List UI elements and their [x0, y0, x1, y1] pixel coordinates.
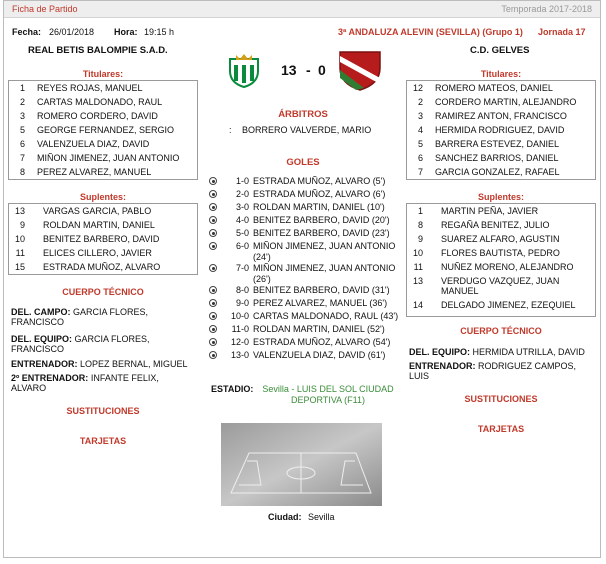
player-name: BARRERA ESTEVEZ, DANIEL	[435, 139, 560, 149]
roster-row	[407, 95, 595, 109]
stadium-label: ESTADIO:	[211, 384, 254, 394]
home-staff-4	[11, 373, 181, 393]
player-number: 15	[14, 262, 25, 272]
goal-row	[209, 228, 405, 241]
referees-heading: ÁRBITROS	[278, 109, 328, 120]
away-team-name: C.D. GELVES	[470, 45, 530, 56]
player-number: 2	[417, 97, 423, 107]
roster-row	[9, 204, 197, 218]
stadium-name: Sevilla - LUIS DEL SOL CIUDAD DEPORTIVA (F11)	[262, 384, 394, 405]
goal-scorer: BENITEZ BARBERO, DAVID (23')	[253, 228, 390, 238]
ball-icon	[209, 190, 217, 198]
ball-icon	[209, 312, 217, 320]
season-label: Temporada 2017-2018	[501, 4, 592, 14]
goal-scorer: CARTAS MALDONADO, RAUL (43')	[253, 311, 399, 321]
goal-scorer: VALENZUELA DIAZ, DAVID (61')	[253, 350, 386, 360]
player-number: 6	[417, 153, 423, 163]
roster-row	[9, 165, 197, 179]
staff-name: RODRIGUEZ CAMPOS, LUIS	[409, 361, 577, 381]
roster-row	[407, 151, 595, 165]
roster-row	[9, 123, 197, 137]
player-number: 3	[19, 111, 25, 121]
staff-name: INFANTE FELIX, ALVARO	[11, 373, 159, 393]
player-number: 7	[19, 153, 25, 163]
roster-row	[407, 165, 595, 179]
goal-row	[209, 263, 405, 285]
ball-icon	[209, 264, 217, 272]
roster-row	[9, 137, 197, 151]
player-number: 1	[19, 83, 25, 93]
player-number: 9	[19, 220, 25, 230]
away-subs-table	[406, 203, 596, 317]
player-number: 5	[417, 139, 423, 149]
goal-scorer: ESTRADA MUÑOZ, ALVARO (5')	[253, 176, 386, 186]
player-name: VERDUGO VAZQUEZ, JUAN MANUEL	[441, 276, 560, 296]
goal-score: 7-0	[235, 263, 249, 273]
roster-row	[407, 123, 595, 137]
ball-icon	[209, 229, 217, 237]
goal-row	[209, 350, 405, 363]
goal-score: 5-0	[235, 228, 249, 238]
player-number: 2	[19, 97, 25, 107]
player-name: HERMIDA RODRIGUEZ, DAVID	[435, 125, 565, 135]
ball-icon	[209, 351, 217, 359]
time-value: 19:15 h	[144, 27, 175, 37]
betis-crest-icon	[224, 53, 264, 89]
staff-role: ENTRENADOR:	[409, 361, 476, 371]
staff-role: DEL. EQUIPO:	[409, 347, 471, 357]
ball-icon	[209, 325, 217, 333]
player-number: 9	[417, 234, 423, 244]
player-name: MARTIN PEÑA, JAVIER	[441, 206, 539, 216]
goal-scorer: BENITEZ BARBERO, DAVID (31')	[253, 285, 390, 295]
staff-name: GARCIA FLORES, FRANCISCO	[11, 334, 150, 354]
goal-row	[209, 241, 405, 263]
home-team-name: REAL BETIS BALOMPIE S.A.D.	[28, 45, 168, 56]
goal-row	[209, 324, 405, 337]
player-number: 11	[15, 248, 25, 258]
home-score: 13	[281, 62, 297, 78]
player-number: 4	[417, 125, 423, 135]
goal-scorer: MIÑON JIMENEZ, JUAN ANTONIO (24')	[253, 241, 396, 262]
player-number: 10	[412, 248, 423, 258]
staff-role: ENTRENADOR:	[11, 359, 78, 369]
player-name: VARGAS GARCIA, PABLO	[43, 206, 152, 216]
goal-score: 11-0	[231, 324, 249, 334]
competition-name: 3ª ANDALUZA ALEVIN (SEVILLA) (Grupo 1)	[338, 27, 523, 37]
goal-row	[209, 189, 405, 202]
away-staff-2	[409, 361, 589, 381]
goal-score: 13-0	[230, 350, 249, 360]
goal-score: 12-0	[230, 337, 249, 347]
goal-row	[209, 215, 405, 228]
goal-row	[209, 311, 405, 324]
player-name: PEREZ ALVAREZ, MANUEL	[37, 167, 152, 177]
away-subs-heading: Suplentes:	[477, 192, 524, 202]
goal-score: 2-0	[235, 189, 249, 199]
goal-scorer: BENITEZ BARBERO, DAVID (20')	[253, 215, 390, 225]
goal-row	[209, 337, 405, 350]
home-subs-table	[8, 203, 198, 275]
player-name: GEORGE FERNANDEZ, SERGIO	[37, 125, 175, 135]
goal-row	[209, 285, 405, 298]
roster-row	[407, 232, 595, 246]
roster-row	[9, 151, 197, 165]
ball-icon	[209, 177, 217, 185]
goal-score: 6-0	[235, 241, 249, 251]
roster-row	[9, 109, 197, 123]
player-name: ELICES CILLERO, JAVIER	[43, 248, 152, 258]
goal-score: 10-0	[230, 311, 249, 321]
goal-score: 1-0	[235, 176, 249, 186]
player-name: GARCIA GONZALEZ, RAFAEL	[435, 167, 560, 177]
city-name: Sevilla	[308, 512, 335, 522]
away-starters-table	[406, 80, 596, 180]
roster-row	[407, 137, 595, 151]
ball-icon	[209, 338, 217, 346]
goal-scorer: PEREZ ALVAREZ, MANUEL (36')	[253, 298, 388, 308]
goals-heading: GOLES	[286, 157, 320, 168]
ball-icon	[209, 286, 217, 294]
top-bar	[4, 1, 600, 18]
player-number: 1	[417, 206, 423, 216]
staff-name: GARCIA FLORES, FRANCISCO	[11, 307, 149, 327]
staff-role: DEL. EQUIPO:	[11, 334, 73, 344]
goal-row	[209, 202, 405, 215]
staff-role: DEL. CAMPO:	[11, 307, 71, 317]
roster-row	[407, 218, 595, 232]
player-number: 8	[19, 167, 25, 177]
player-name: BENITEZ BARBERO, DAVID	[43, 234, 160, 244]
goal-row	[209, 298, 405, 311]
staff-name: LOPEZ BERNAL, MIGUEL	[80, 359, 188, 369]
time-label: Hora:	[114, 27, 138, 37]
home-staff-1	[11, 307, 196, 327]
player-name: ROMERO CORDERO, DAVID	[37, 111, 158, 121]
goal-scorer: ROLDAN MARTIN, DANIEL (52')	[253, 324, 385, 334]
away-substitutions-heading: SUSTITUCIONES	[464, 394, 538, 404]
home-starters-heading: Titulares:	[82, 69, 124, 79]
player-name: CORDERO MARTIN, ALEJANDRO	[435, 97, 577, 107]
player-name: VALENZUELA DIAZ, DAVID	[37, 139, 150, 149]
away-staff-heading: CUERPO TÉCNICO	[460, 326, 542, 336]
home-staff-3	[11, 359, 196, 369]
away-score: 0	[318, 62, 326, 78]
roster-row	[9, 232, 197, 246]
player-number: 6	[19, 139, 25, 149]
player-number: 13	[14, 206, 25, 216]
goals-list	[209, 176, 405, 363]
home-cards-heading: TARJETAS	[79, 436, 127, 446]
roster-row	[407, 109, 595, 123]
player-name: DELGADO JIMENEZ, EZEQUIEL	[441, 300, 576, 310]
referee-role: :	[229, 125, 232, 135]
roster-row	[407, 81, 595, 95]
goal-score: 3-0	[235, 202, 249, 212]
player-number: 8	[417, 220, 423, 230]
ball-icon	[209, 242, 217, 250]
player-number: 10	[14, 234, 25, 244]
matchday: Jornada 17	[538, 27, 586, 37]
city-label: Ciudad:	[268, 512, 302, 522]
roster-row	[9, 260, 197, 274]
player-name: SUAREZ ALFARO, AGUSTIN	[441, 234, 560, 244]
goal-scorer: ESTRADA MUÑOZ, ALVARO (54')	[253, 337, 391, 347]
goal-scorer: ESTRADA MUÑOZ, ALVARO (6')	[253, 189, 386, 199]
player-name: FLORES BAUTISTA, PEDRO	[441, 248, 560, 258]
player-name: ROLDAN MARTIN, DANIEL	[43, 220, 155, 230]
page-title: Ficha de Partido	[12, 4, 78, 14]
player-name: MIÑON JIMENEZ, JUAN ANTONIO	[37, 153, 180, 163]
player-number: 5	[19, 125, 25, 135]
roster-row	[407, 246, 595, 260]
ball-icon	[209, 203, 217, 211]
roster-row	[9, 95, 197, 109]
date-label: Fecha:	[12, 27, 42, 37]
score-separator: -	[306, 62, 311, 78]
roster-row	[407, 260, 595, 274]
player-name: REGAÑA BENITEZ, JULIO	[441, 220, 550, 230]
staff-name: HERMIDA UTRILLA, DAVID	[472, 347, 585, 357]
referee-name: BORRERO VALVERDE, MARIO	[242, 125, 372, 135]
player-name: CARTAS MALDONADO, RAUL	[37, 97, 163, 107]
roster-row	[9, 218, 197, 232]
away-cards-heading: TARJETAS	[477, 424, 525, 434]
goal-score: 9-0	[235, 298, 249, 308]
goal-scorer: MIÑON JIMENEZ, JUAN ANTONIO (26')	[253, 263, 396, 284]
player-name: ESTRADA MUÑOZ, ALVARO	[43, 262, 161, 272]
player-number: 11	[413, 262, 423, 272]
home-substitutions-heading: SUSTITUCIONES	[66, 406, 140, 416]
away-starters-heading: Titulares:	[480, 69, 522, 79]
player-number: 14	[412, 300, 423, 310]
player-number: 7	[417, 167, 423, 177]
staff-role: 2º ENTRENADOR:	[11, 373, 89, 383]
player-name: RAMIREZ ANTON, FRANCISCO	[435, 111, 567, 121]
ball-icon	[209, 299, 217, 307]
player-name: REYES ROJAS, MANUEL	[37, 83, 143, 93]
player-number: 12	[412, 83, 423, 93]
pitch-image	[221, 423, 382, 506]
home-subs-heading: Suplentes:	[79, 192, 126, 202]
home-staff-heading: CUERPO TÉCNICO	[62, 287, 144, 297]
player-name: SANCHEZ BARRIOS, DANIEL	[435, 153, 559, 163]
ball-icon	[209, 216, 217, 224]
roster-row	[407, 274, 595, 298]
date-value: 26/01/2018	[49, 27, 95, 37]
gelves-crest-icon	[336, 48, 384, 92]
roster-row	[9, 81, 197, 95]
player-name: NUÑEZ MORENO, ALEJANDRO	[441, 262, 574, 272]
goal-score: 8-0	[235, 285, 249, 295]
roster-row	[407, 298, 595, 312]
home-staff-2	[11, 334, 196, 354]
player-number: 13	[412, 276, 423, 286]
home-starters-table	[8, 80, 198, 180]
away-staff-1	[409, 347, 597, 357]
player-number: 3	[417, 111, 423, 121]
goal-row	[209, 176, 405, 189]
roster-row	[9, 246, 197, 260]
player-name: ROMERO MATEOS, DANIEL	[435, 83, 553, 93]
roster-row	[407, 204, 595, 218]
goal-score: 4-0	[235, 215, 249, 225]
goal-scorer: ROLDAN MARTIN, DANIEL (10')	[253, 202, 385, 212]
